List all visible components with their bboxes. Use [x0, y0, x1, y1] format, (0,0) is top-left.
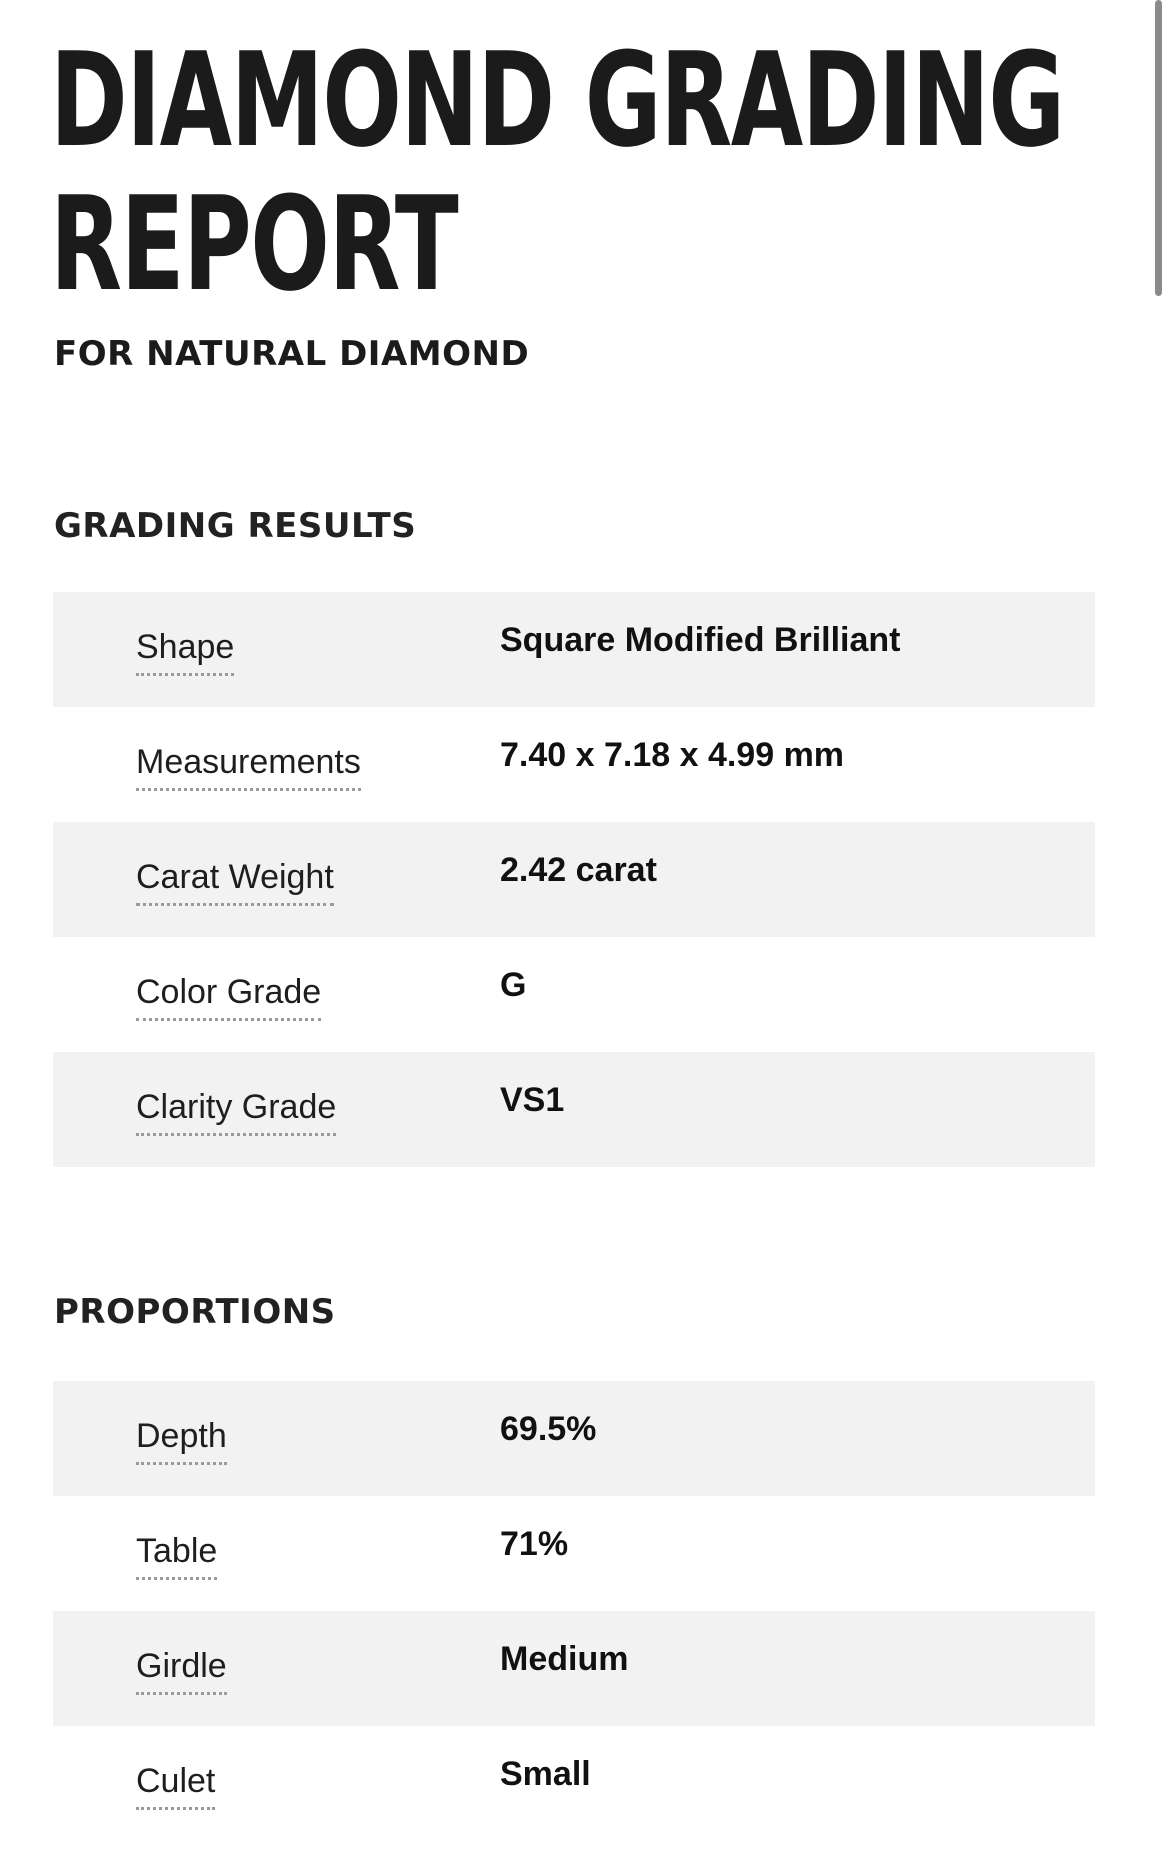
depth-label[interactable]: Depth — [136, 1416, 227, 1465]
page-subtitle: FOR NATURAL DIAMOND — [54, 334, 530, 374]
girdle-value: Medium — [500, 1640, 629, 1678]
table-row-girdle — [53, 1611, 1095, 1726]
shape-label[interactable]: Shape — [136, 627, 234, 676]
table-row-measurements — [53, 707, 1095, 822]
depth-value: 69.5% — [500, 1410, 597, 1448]
color-grade-value: G — [500, 966, 527, 1004]
shape-value: Square Modified Brilliant — [500, 621, 901, 659]
grading-results-heading: GRADING RESULTS — [54, 506, 417, 546]
table-row-table — [53, 1496, 1095, 1611]
culet-value: Small — [500, 1755, 591, 1793]
clarity-grade-value: VS1 — [500, 1081, 565, 1119]
page-title-line-2: REPORT — [50, 168, 458, 320]
culet-label[interactable]: Culet — [136, 1761, 215, 1810]
measurements-label[interactable]: Measurements — [136, 742, 361, 791]
table-row-color-grade — [53, 937, 1095, 1052]
color-grade-label[interactable]: Color Grade — [136, 972, 321, 1021]
table-row-carat-weight — [53, 822, 1095, 937]
measurements-value: 7.40 x 7.18 x 4.99 mm — [500, 736, 845, 774]
page-title — [50, 24, 1064, 320]
proportions-table — [53, 1381, 1095, 1841]
clarity-grade-label[interactable]: Clarity Grade — [136, 1087, 336, 1136]
table-row-culet — [53, 1726, 1095, 1841]
table-label[interactable]: Table — [136, 1531, 217, 1580]
table-row-shape — [53, 592, 1095, 707]
scrollbar-thumb[interactable] — [1155, 0, 1162, 296]
table-row-clarity-grade — [53, 1052, 1095, 1167]
table-value: 71% — [500, 1525, 569, 1563]
girdle-label[interactable]: Girdle — [136, 1646, 227, 1695]
carat-weight-label[interactable]: Carat Weight — [136, 857, 334, 906]
grading-results-table — [53, 592, 1095, 1167]
proportions-heading: PROPORTIONS — [54, 1292, 336, 1332]
page-title-line-1: DIAMOND GRADING — [50, 24, 1064, 176]
table-row-depth — [53, 1381, 1095, 1496]
carat-weight-value: 2.42 carat — [500, 851, 657, 889]
